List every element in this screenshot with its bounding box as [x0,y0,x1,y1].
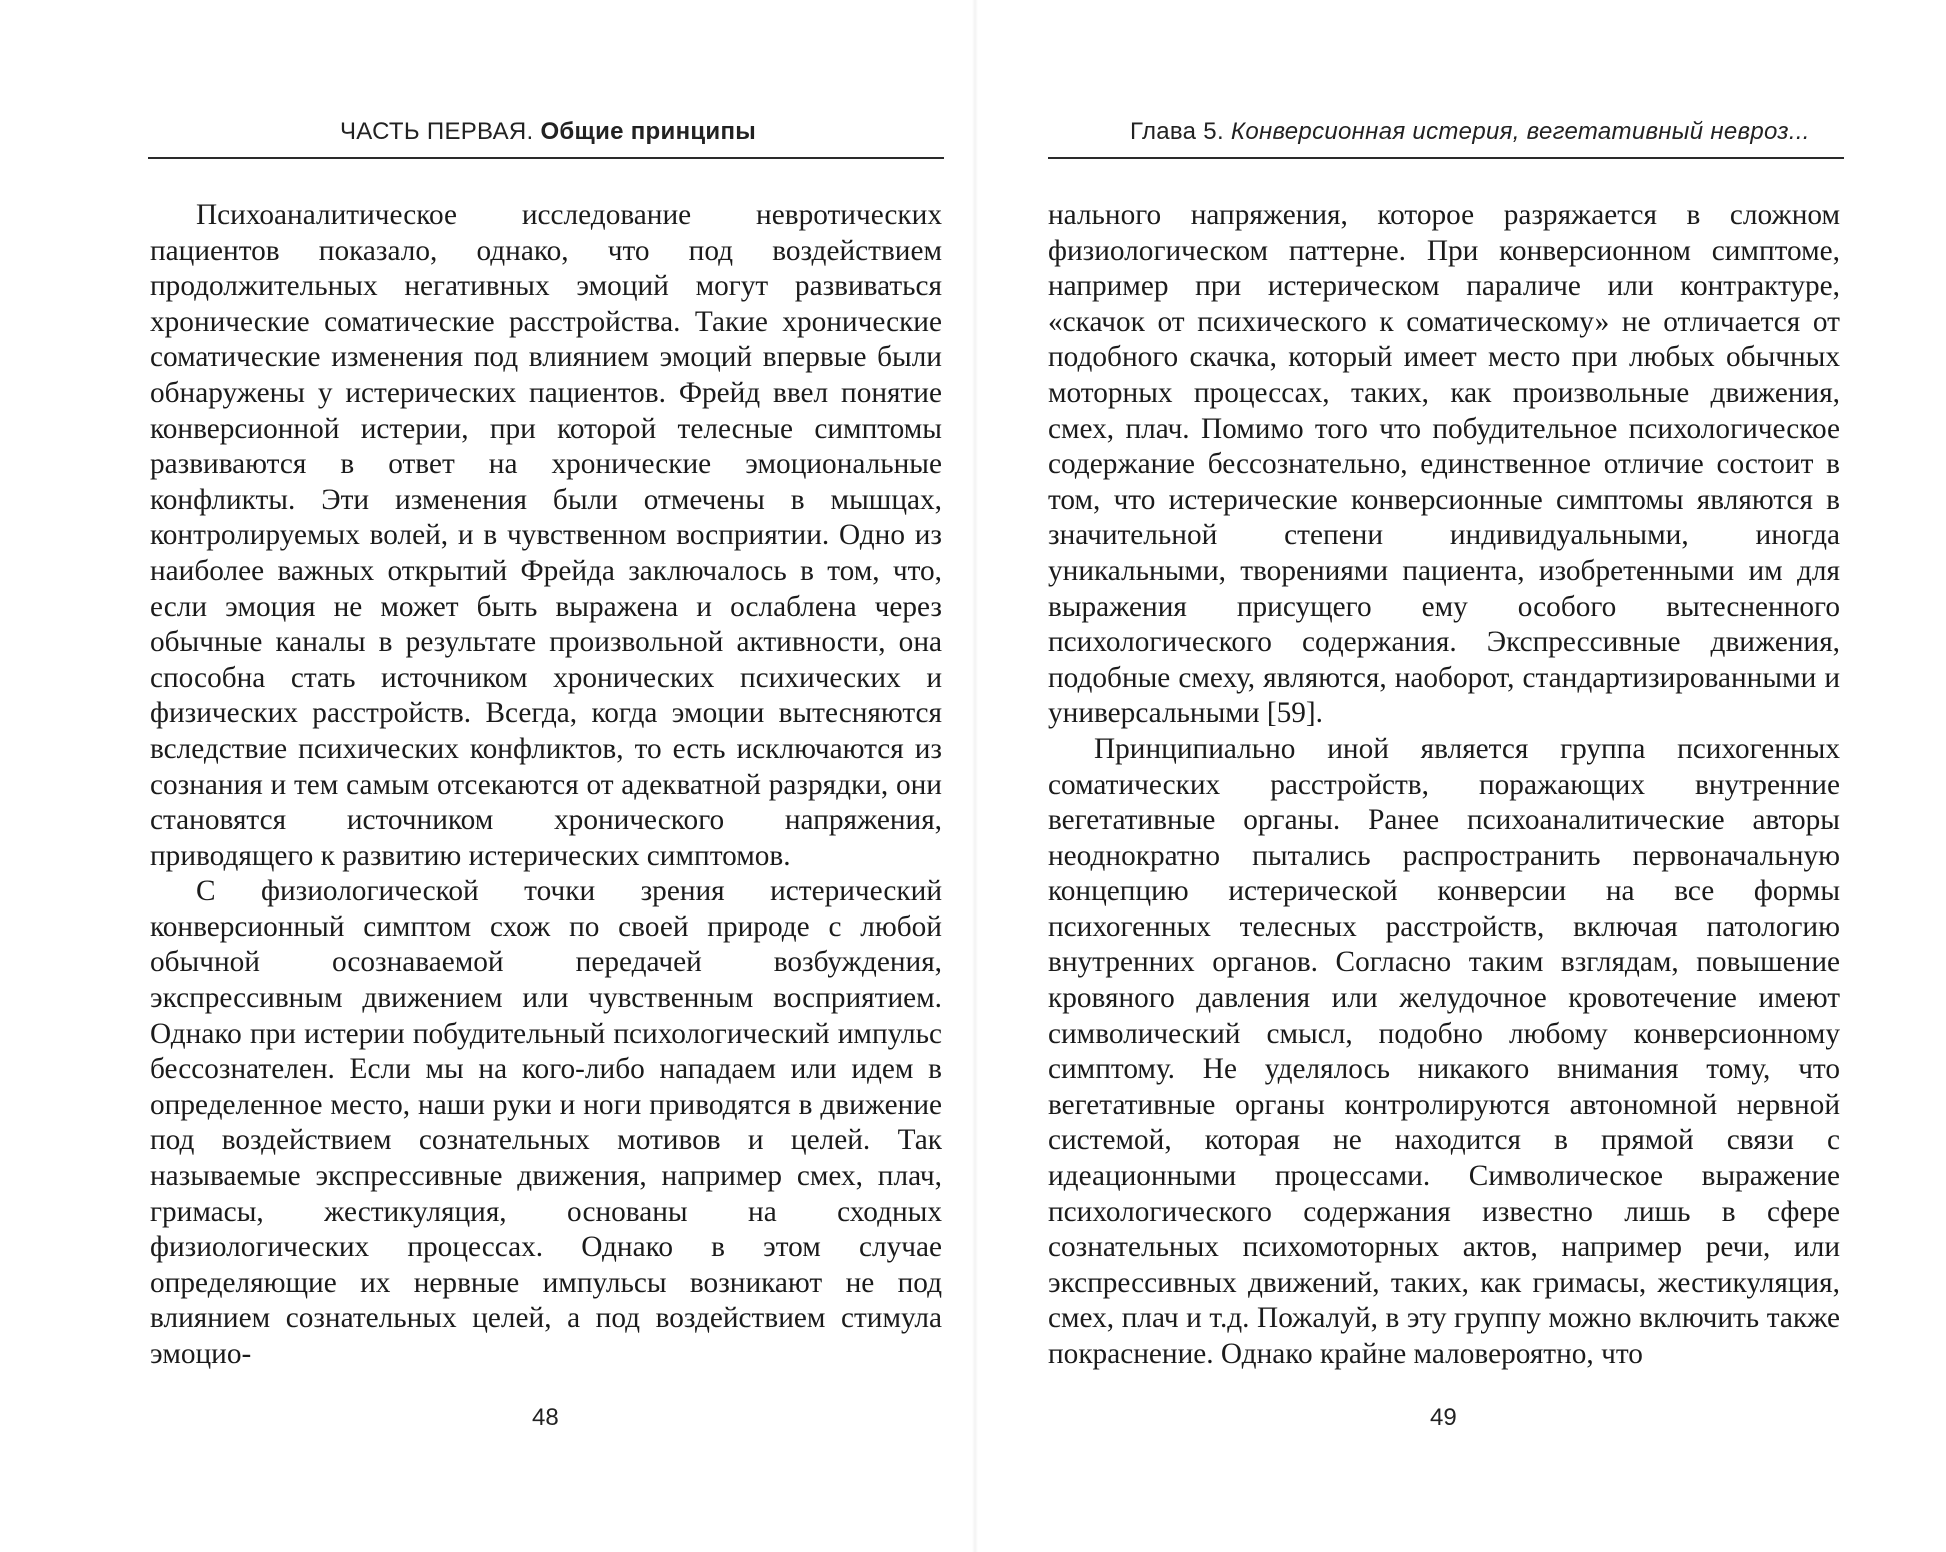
left-page [0,0,972,1552]
running-head [1130,118,1810,146]
body-text [1048,198,1840,1373]
page-number: 48 [532,1404,559,1431]
header-rule [148,157,944,159]
page-number: 49 [1430,1404,1457,1431]
header-rule [1048,157,1844,159]
paragraph: С физиологической точки зрения истерический конверсионный симптом схож по своей природе с любой обычной осознаваемой передачей возбуждения, экспрессивным движением или чувственным восприятием. Однако при истерии побудительный психологический импульс бессознателен. Если мы на кого-либо нападаем или идем в определенное место, наши руки и ноги приводятся в движение под воздействием сознательных мотивов и целей. Так называемые экспрессивные движения, например смех, плач, гримасы, жестикуляция, основаны на сходных физиологических процессах. Однако в этом случае определяющие их нервные импульсы возникают не под влиянием сознательных целей, а под воздействием стимула эмоцио- [150,875,942,1370]
chapter-label: Глава 5. [1130,118,1224,145]
part-label: ЧАСТЬ ПЕРВАЯ. [340,118,534,145]
paragraph: Принципиально иной является группа психогенных соматических расстройств, поражающих внутренние вегетативные органы. Ранее психоаналитические авторы неоднократно пытались распространить первоначальную концепцию истерической конверсии на все формы психогенных телесных расстройств, включая патологию внутренних органов. Согласно таким взглядам, повышение кровяного давления или желудочное кровотечение имеют символический смысл, подобно любому конверсионному симптому. Не уделялось никакого внимания тому, что вегетативные органы контролируются автономной нервной системой, которая не находится в прямой связи с идеационными процессами. Символическое выражение психологического содержания известно лишь в сфере сознательных психомоторных актов, например речи, или экспрессивных движений, таких, как гримасы, жестикуляция, смех, плач и т.д. Пожалуй, в эту группу можно включить также покраснение. Однако крайне маловероятно, что [1048,732,1840,1370]
body-text [150,198,942,1373]
chapter-title: Конверсионная истерия, вегетативный невроз... [1230,118,1810,145]
paragraph: нального напряжения, которое разряжается в сложном физиологическом паттерне. При конверсионном симптоме, например при истерическом параличе или контрактуре, «скачок от психического к соматическому» не отличается от подобного скачка, который имеет место при любых обычных моторных процессах, таких, как произвольные движения, смех, плач. Помимо того что побудительное психологическое содержание бессознательно, единственное отличие состоит в том, что истерические конверсионные симптомы являются в значительной степени индивидуальными, иногда уникальными, творениями пациента, изобретенными им для выражения присущего ему особого вытесненного психологического содержания. Экспрессивные движения, подобные смеху, являются, наоборот, стандартизированными и универсальными [59]. [1048,199,1840,730]
part-title: Общие принципы [540,118,757,145]
right-page [978,0,1946,1552]
paragraph: Психоаналитическое исследование невротических пациентов показало, однако, что под воздействием продолжительных негативных эмоций могут развиваться хронические соматические расстройства. Такие хронические соматические изменения под влиянием эмоций впервые были обнаружены у истерических пациентов. Фрейд ввел понятие конверсионной истерии, при которой телесные симптомы развиваются в ответ на хронические эмоциональные конфликты. Эти изменения были отмечены в мышцах, контролируемых волей, и в чувственном восприятии. Одно из наиболее важных открытий Фрейда заключалось в том, что, если эмоция не может быть выражена и ослаблена через обычные каналы в результате произвольной активности, она способна стать источником хронических психических и физических расстройств. Всегда, когда эмоции вытесняются вследствие психических конфликтов, то есть исключаются из сознания и тем самым отсекаются от адекватной разрядки, они становятся источником хронического напряжения, приводящего к развитию истерических симптомов. [150,199,942,872]
running-head [340,118,756,146]
